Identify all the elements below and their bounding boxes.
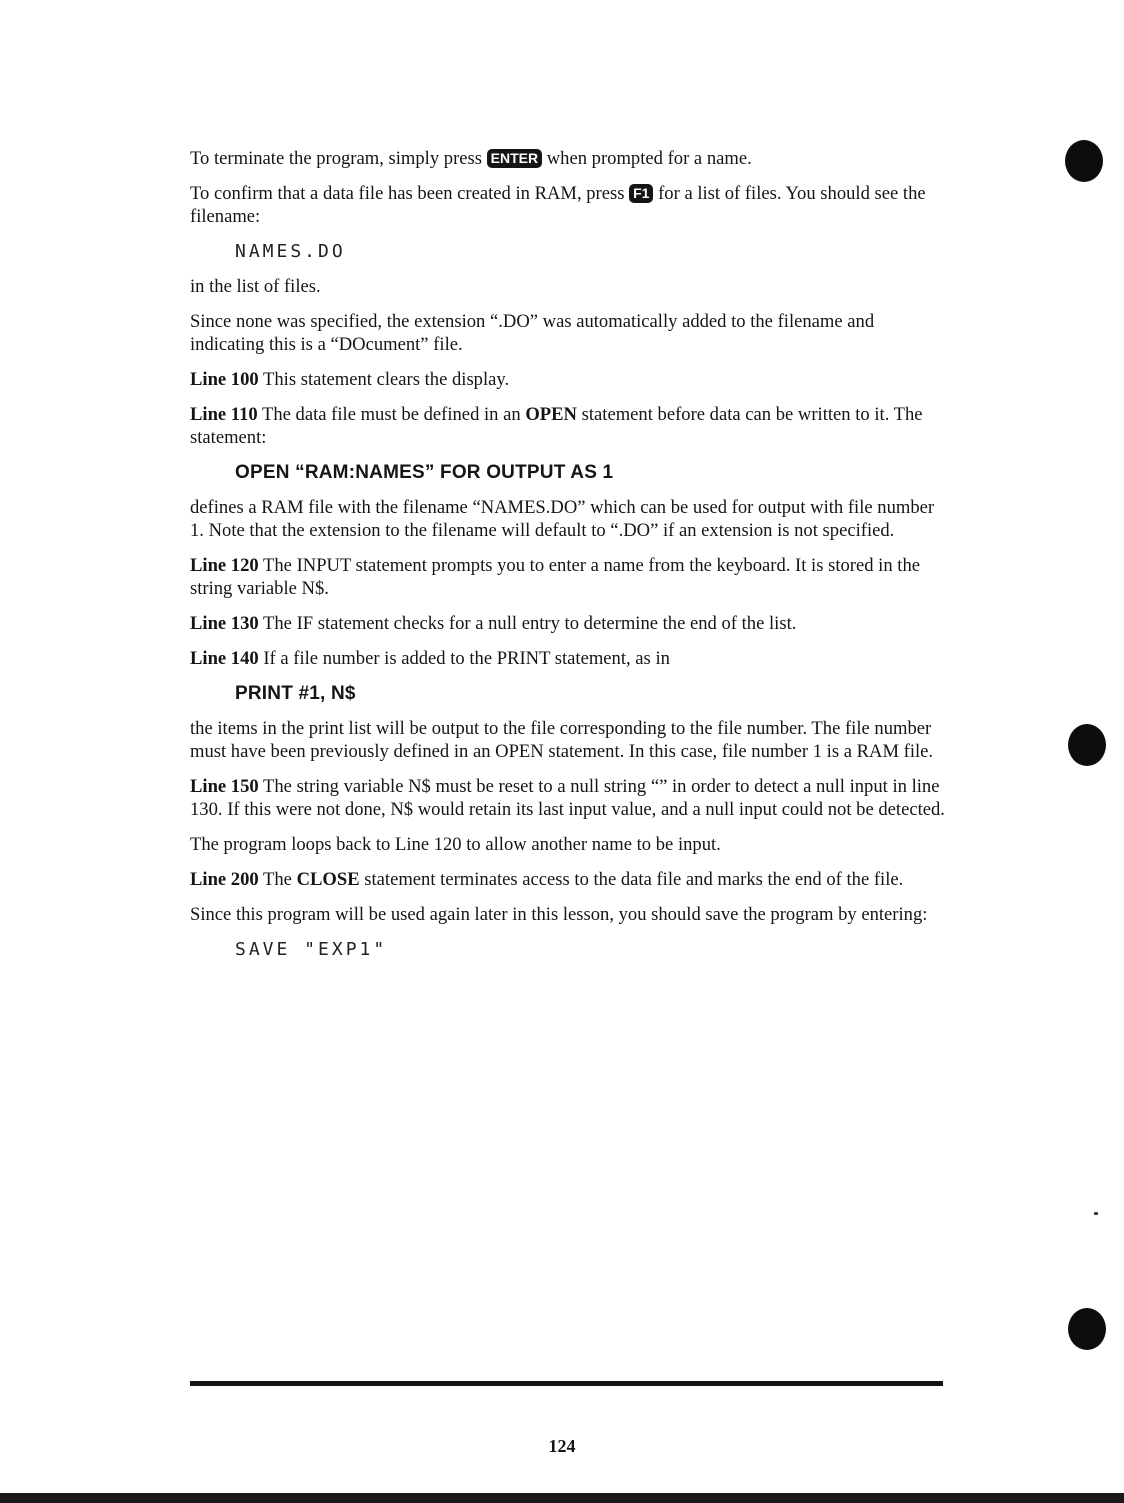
paragraph-line-120: Line 120 The INPUT statement prompts you to enter a name from the keyboard. It is stored in the string variable N$. <box>190 555 921 599</box>
statement-print: PRINT #1, N$ <box>235 683 356 704</box>
paragraph-terminate: To terminate the program, simply press ENTER when prompted for a name. <box>190 148 752 169</box>
code-save-command: SAVE "EXP1" <box>235 939 388 960</box>
enter-key-icon: ENTER <box>487 149 542 168</box>
paragraph-extension: Since none was specified, the extension “.DO” was automatically added to the filename and indicating this is a “DOcument” file. <box>190 311 875 355</box>
binder-hole-top <box>1065 140 1103 182</box>
footer-rule <box>190 1381 943 1386</box>
scan-speck <box>1094 1212 1098 1215</box>
paragraph-line-200: Line 200 The CLOSE statement terminates access to the data file and marks the end of the file. <box>190 869 904 890</box>
paragraph-line-110: Line 110 The data file must be defined in an OPEN statement before data can be written to it. The statement: <box>190 404 923 448</box>
paragraph-list-of-files: in the list of files. <box>190 276 321 297</box>
page-number: 124 <box>548 1436 576 1456</box>
paragraph-line-140: Line 140 If a file number is added to the PRINT statement, as in <box>190 648 670 669</box>
line-label: Line 100 <box>190 369 259 390</box>
paragraph-confirm: To confirm that a data file has been created in RAM, press F1 for a list of files. You should see the filename: <box>190 183 926 227</box>
line-label: Line 130 <box>190 613 259 634</box>
binder-hole-middle <box>1068 724 1106 766</box>
line-label: Line 110 <box>190 404 258 425</box>
line-label: Line 200 <box>190 869 259 890</box>
scan-bottom-edge <box>0 1493 1124 1503</box>
paragraph-print-items: the items in the print list will be output to the file corresponding to the file number. The file number must have been previously defined in an OPEN statement. In this case, file number 1 is a RAM file. <box>190 718 934 762</box>
binder-hole-bottom <box>1068 1308 1106 1350</box>
paragraph-line-150: Line 150 The string variable N$ must be reset to a null string “” in order to detect a null input in line 130. If this were not done, N$ would retain its last input value, and a null input could not be detected. <box>190 776 945 820</box>
paragraph-save: Since this program will be used again later in this lesson, you should save the program by entering: <box>190 904 928 925</box>
f1-key-icon: F1 <box>629 184 653 203</box>
statement-open: OPEN “RAM:NAMES” FOR OUTPUT AS 1 <box>235 462 614 483</box>
code-filename: NAMES.DO <box>235 241 346 262</box>
line-label: Line 150 <box>190 776 259 797</box>
line-label: Line 140 <box>190 648 259 669</box>
paragraph-defines: defines a RAM file with the filename “NAMES.DO” which can be used for output with file number 1. Note that the extension to the filename will default to “.DO” if an extension is not specified. <box>190 497 935 541</box>
paragraph-line-100: Line 100 This statement clears the display. <box>190 369 510 390</box>
line-label: Line 120 <box>190 555 259 576</box>
paragraph-loop: The program loops back to Line 120 to allow another name to be input. <box>190 834 721 855</box>
body-text <box>190 147 950 973</box>
paragraph-line-130: Line 130 The IF statement checks for a null entry to determine the end of the list. <box>190 613 797 634</box>
